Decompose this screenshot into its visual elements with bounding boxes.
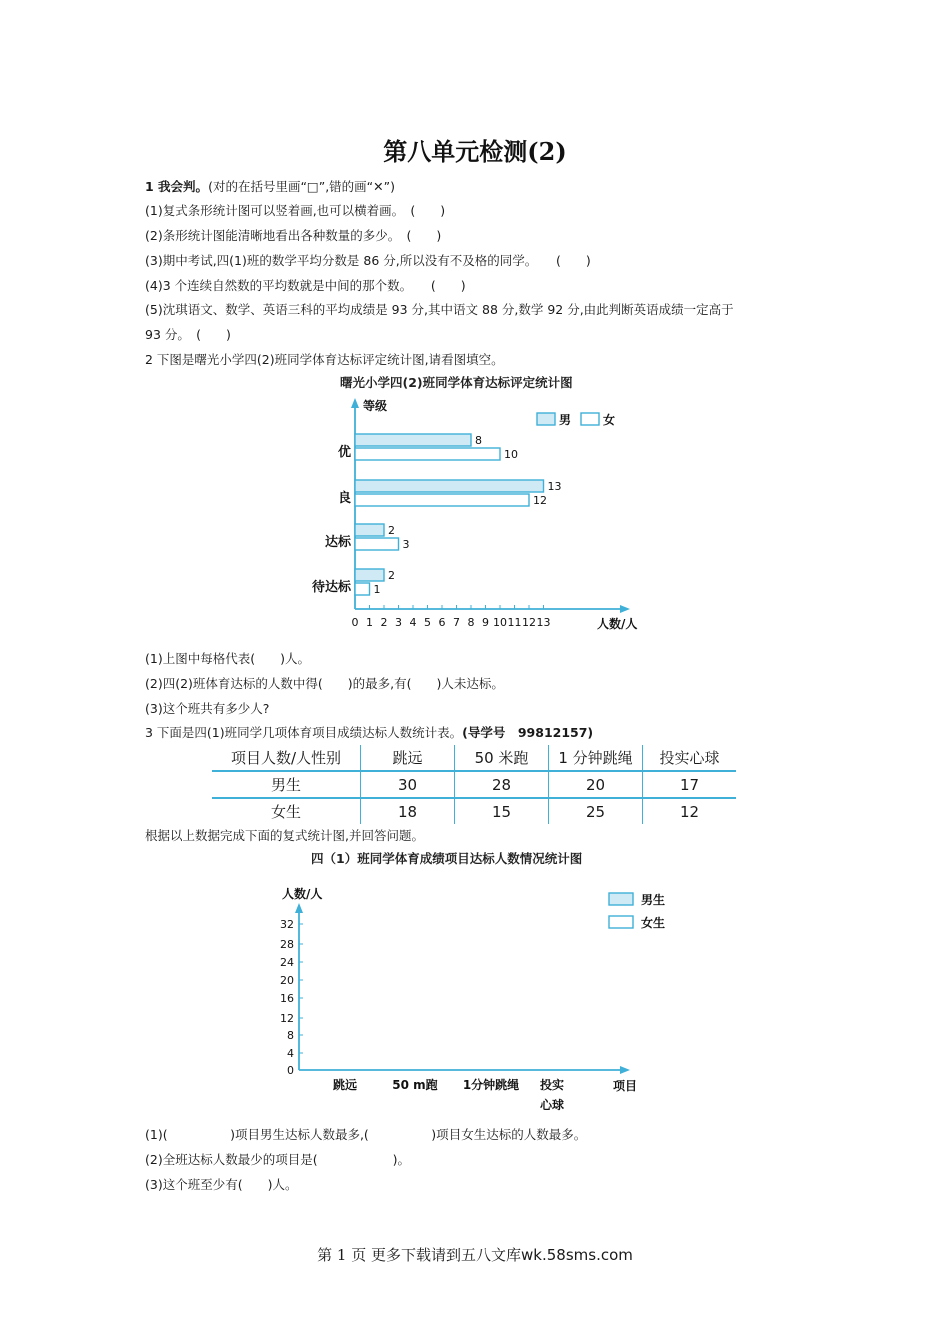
x-tick-label: 11 (507, 616, 522, 629)
y-tick-label: 0 (287, 1064, 294, 1077)
q2-heading: 2 下图是曙光小学四(2)班同学体育达标评定统计图,请看图填空。 (145, 352, 504, 367)
y-tick-label: 20 (280, 974, 294, 987)
table-header-cell: 50 米跑 (455, 745, 549, 771)
chart2-title: 四（1）班同学体育成绩项目达标人数情况统计图 (311, 851, 583, 866)
q1-item-1: (1)复式条形统计图可以竖着画,也可以横着画。 ( ) (145, 203, 446, 218)
table-cell: 18 (361, 798, 455, 824)
x-tick-label: 8 (467, 616, 475, 629)
table-cell: 15 (455, 798, 549, 824)
y-axis-arrow (295, 903, 303, 913)
y-tick-label: 12 (280, 1012, 294, 1025)
y-tick-label: 28 (280, 938, 294, 951)
q1-item-5-cont: 93 分。 ( ) (145, 327, 231, 342)
legend-swatch (609, 916, 633, 928)
legend-swatch (609, 893, 633, 905)
y-axis-label: 人数/人 (282, 887, 323, 901)
x-axis-arrow (620, 1066, 630, 1074)
bar-value-label: 3 (402, 538, 410, 551)
x-tick-label: 13 (536, 616, 551, 629)
x-tick-label: 3 (395, 616, 402, 629)
legend-label: 男生 (641, 893, 666, 907)
table-header-cell: 项目人数/人性别 (212, 745, 361, 771)
category-label: 待达标 (311, 580, 351, 595)
table-header-cell: 跳远 (361, 745, 455, 771)
category-label: 跳远 (332, 1078, 358, 1092)
table-cell: 17 (643, 771, 737, 798)
table-cell: 女生 (270, 803, 301, 821)
y-tick-label: 16 (280, 992, 294, 1005)
q1-instruction: (对的在括号里画“□”,错的画“✕”) (208, 179, 395, 194)
bar-value-label: 13 (547, 480, 562, 493)
y-axis-label: 等级 (363, 399, 388, 413)
table-header-cell: 投实心球 (643, 745, 737, 771)
q3-heading: 3 下面是四(1)班同学几项体育项目成绩达标人数统计表。 (145, 725, 463, 740)
table-header-cell: 1 分钟跳绳 (549, 745, 643, 771)
legend-label: 女 (603, 413, 616, 427)
category-label: 1分钟跳绳 (462, 1078, 520, 1092)
bar-value-label: 2 (388, 569, 395, 582)
x-axis-label: 人数/人 (597, 617, 638, 631)
table-cell: 20 (549, 771, 643, 798)
footer-more: 更多下载请到五八文库 (371, 1246, 522, 1264)
table-cell: 30 (361, 771, 455, 798)
category-label: 达标 (324, 535, 351, 550)
x-tick-label: 7 (453, 616, 460, 629)
category-label: 心球 (539, 1098, 565, 1112)
category-label: 50 m跑 (392, 1078, 438, 1092)
table-cell: 28 (455, 771, 549, 798)
bar-value-label: 10 (504, 448, 518, 461)
table-cell: 12 (643, 798, 737, 824)
q2-question-2: (2)四(2)班体育达标的人数中得( )的最多,有( )人未达标。 (145, 676, 504, 691)
y-tick-label: 8 (287, 1029, 294, 1042)
q1-item-4: (4)3 个连续自然数的平均数就是中间的那个数。 ( ) (145, 278, 466, 293)
bar-value-label: 12 (533, 494, 547, 507)
table-cell: 男生 (212, 771, 361, 798)
page-footer (0, 1244, 950, 1265)
x-axis-label: 项目 (613, 1079, 638, 1093)
q2-question-1: (1)上图中每格代表( )人。 (145, 651, 310, 666)
category-label: 良 (337, 491, 351, 506)
q1-item-2: (2)条形统计图能清晰地看出各种数量的多少。 ( ) (145, 228, 442, 243)
y-tick-label: 32 (280, 918, 294, 931)
q3-ref: (导学号 99812157) (462, 725, 594, 740)
x-tick-label: 6 (438, 616, 446, 629)
chart1-title: 曙光小学四(2)班同学体育达标评定统计图 (340, 375, 573, 390)
legend-label: 女生 (641, 916, 666, 930)
category-label: 投实 (539, 1078, 565, 1092)
q1-heading: 1 我会判。 (145, 179, 209, 194)
q2-question-3: (3)这个班共有多少人? (145, 701, 270, 716)
legend-label: 男 (559, 413, 572, 427)
q3-after-table: 根据以上数据完成下面的复式统计图,并回答问题。 (145, 828, 424, 843)
table-cell: 25 (549, 798, 643, 824)
x-tick-label: 9 (482, 616, 489, 629)
footer-site: wk.58sms.com (521, 1246, 633, 1264)
x-tick-label: 4 (409, 616, 417, 629)
bar-value-label: 1 (373, 583, 381, 596)
page-title: 第八单元检测(2) (383, 137, 567, 166)
q1-item-3: (3)期中考试,四(1)班的数学平均分数是 86 分,所以没有不及格的同学。 ( ) (145, 253, 591, 268)
x-tick-label: 5 (424, 616, 431, 629)
bar-value-label: 8 (475, 434, 482, 447)
bar-value-label: 2 (388, 524, 395, 537)
y-tick-label: 24 (280, 956, 294, 969)
q3-question-3: (3)这个班至少有( )人。 (145, 1177, 298, 1192)
x-tick-label: 12 (522, 616, 536, 629)
x-tick-label: 1 (366, 616, 373, 629)
x-tick-label: 2 (380, 616, 388, 629)
x-tick-label: 0 (351, 616, 359, 629)
y-tick-label: 4 (287, 1047, 294, 1060)
footer-page: 第 1 页 (317, 1246, 367, 1264)
category-label: 优 (337, 445, 351, 460)
q3-question-2: (2)全班达标人数最少的项目是( )。 (145, 1152, 410, 1167)
q3-question-1: (1)( )项目男生达标人数最多,( )项目女生达标的人数最多。 (145, 1127, 587, 1142)
q1-item-5: (5)沈琪语文、数学、英语三科的平均成绩是 93 分,其中语文 88 分,数学 92 分,由此判断英语成绩一定高于 (145, 302, 734, 317)
x-tick-label: 10 (493, 616, 507, 629)
